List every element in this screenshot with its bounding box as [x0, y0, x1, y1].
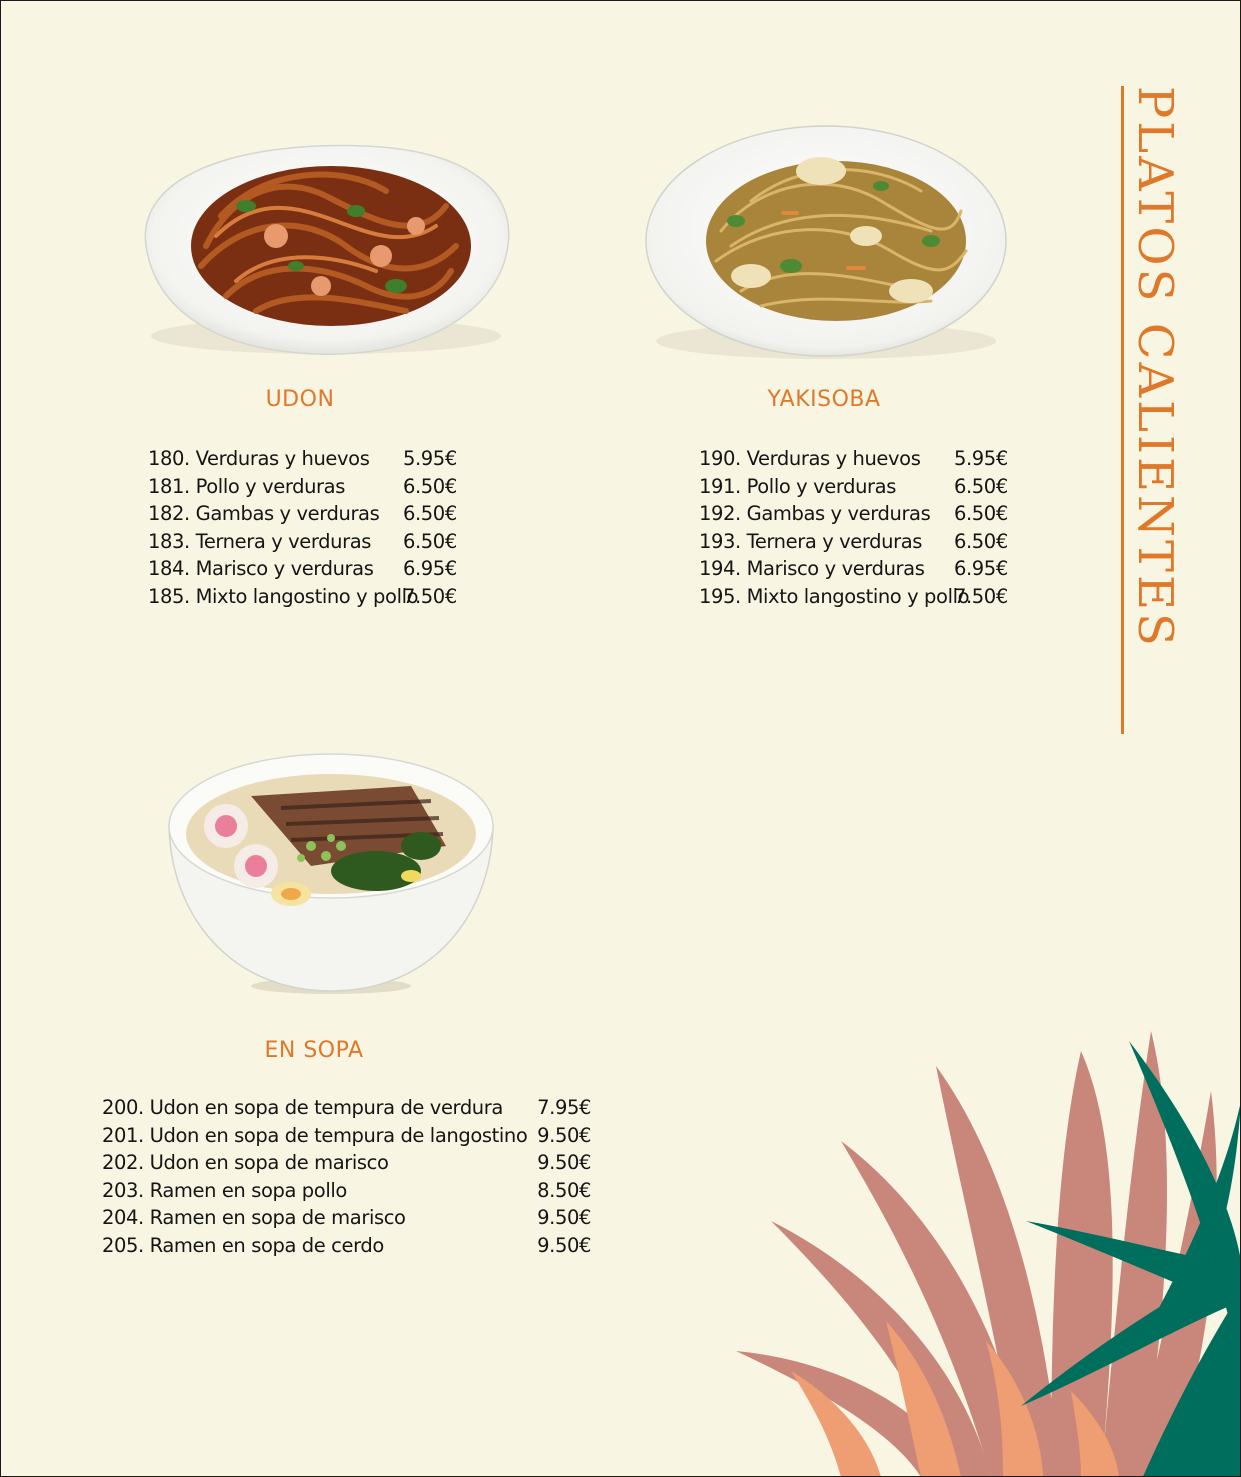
item-name: 183. Ternera y verduras	[148, 529, 372, 553]
item-name: 204. Ramen en sopa de marisco	[102, 1206, 406, 1230]
item-price: 6.95€	[403, 557, 457, 581]
item-name: 195. Mixto langostino y pollo	[699, 584, 970, 608]
item-price: 6.50€	[954, 529, 1008, 553]
item-name: 192. Gambas y verduras	[699, 502, 931, 526]
menu-item	[102, 1232, 591, 1260]
menu-item	[148, 445, 456, 473]
item-price: 9.50€	[537, 1233, 591, 1257]
item-name: 180. Verduras y huevos	[148, 447, 370, 471]
item-name: 201. Udon en sopa de tempura de langostino	[102, 1123, 528, 1147]
sopa-title: EN SOPA	[264, 1038, 364, 1063]
item-price: 6.50€	[954, 474, 1008, 498]
item-price: 6.50€	[403, 502, 457, 526]
item-price: 9.50€	[537, 1151, 591, 1175]
menu-item	[102, 1204, 591, 1232]
udon-dish-image	[126, 96, 526, 366]
item-price: 6.50€	[954, 502, 1008, 526]
menu-item	[148, 528, 456, 556]
item-price: 7.50€	[403, 584, 457, 608]
item-name: 194. Marisco y verduras	[699, 557, 925, 581]
menu-item	[102, 1177, 591, 1205]
menu-item	[148, 583, 456, 611]
item-name: 191. Pollo y verduras	[699, 474, 896, 498]
menu-item	[102, 1149, 591, 1177]
title-rule	[1121, 86, 1124, 734]
udon-menu-list	[148, 445, 456, 610]
yakisoba-title: YAKISOBA	[767, 387, 881, 412]
item-name: 184. Marisco y verduras	[148, 557, 374, 581]
item-name: 185. Mixto langostino y pollo	[148, 584, 419, 608]
item-name: 181. Pollo y verduras	[148, 474, 345, 498]
item-price: 7.95€	[537, 1096, 591, 1120]
menu-item	[148, 500, 456, 528]
ramen-dish-image	[161, 746, 501, 1001]
item-price: 8.50€	[537, 1178, 591, 1202]
item-name: 190. Verduras y huevos	[699, 447, 921, 471]
item-price: 6.50€	[403, 529, 457, 553]
yakisoba-dish-image	[631, 91, 1021, 371]
page-title-text: PLATOS CALIENTES	[1127, 86, 1183, 649]
decorative-leaves	[721, 1011, 1241, 1477]
menu-item	[148, 555, 456, 583]
menu-item	[102, 1094, 591, 1122]
item-price: 6.95€	[954, 557, 1008, 581]
item-name: 205. Ramen en sopa de cerdo	[102, 1233, 384, 1257]
item-name: 202. Udon en sopa de marisco	[102, 1151, 389, 1175]
menu-item	[102, 1122, 591, 1150]
item-price: 7.50€	[954, 584, 1008, 608]
page-title	[1121, 86, 1181, 736]
menu-item	[699, 528, 1007, 556]
menu-item	[699, 473, 1007, 501]
item-name: 193. Ternera y verduras	[699, 529, 923, 553]
sopa-menu-list	[102, 1094, 591, 1259]
menu-item	[699, 500, 1007, 528]
item-name: 203. Ramen en sopa pollo	[102, 1178, 347, 1202]
item-price: 9.50€	[537, 1123, 591, 1147]
yakisoba-menu-list	[699, 445, 1007, 610]
menu-item	[699, 555, 1007, 583]
item-price: 5.95€	[954, 447, 1008, 471]
item-name: 200. Udon en sopa de tempura de verdura	[102, 1096, 503, 1120]
menu-item	[699, 583, 1007, 611]
menu-item	[699, 445, 1007, 473]
item-price: 9.50€	[537, 1206, 591, 1230]
item-price: 5.95€	[403, 447, 457, 471]
udon-title: UDON	[265, 387, 335, 412]
item-price: 6.50€	[403, 474, 457, 498]
menu-item	[148, 473, 456, 501]
item-name: 182. Gambas y verduras	[148, 502, 380, 526]
